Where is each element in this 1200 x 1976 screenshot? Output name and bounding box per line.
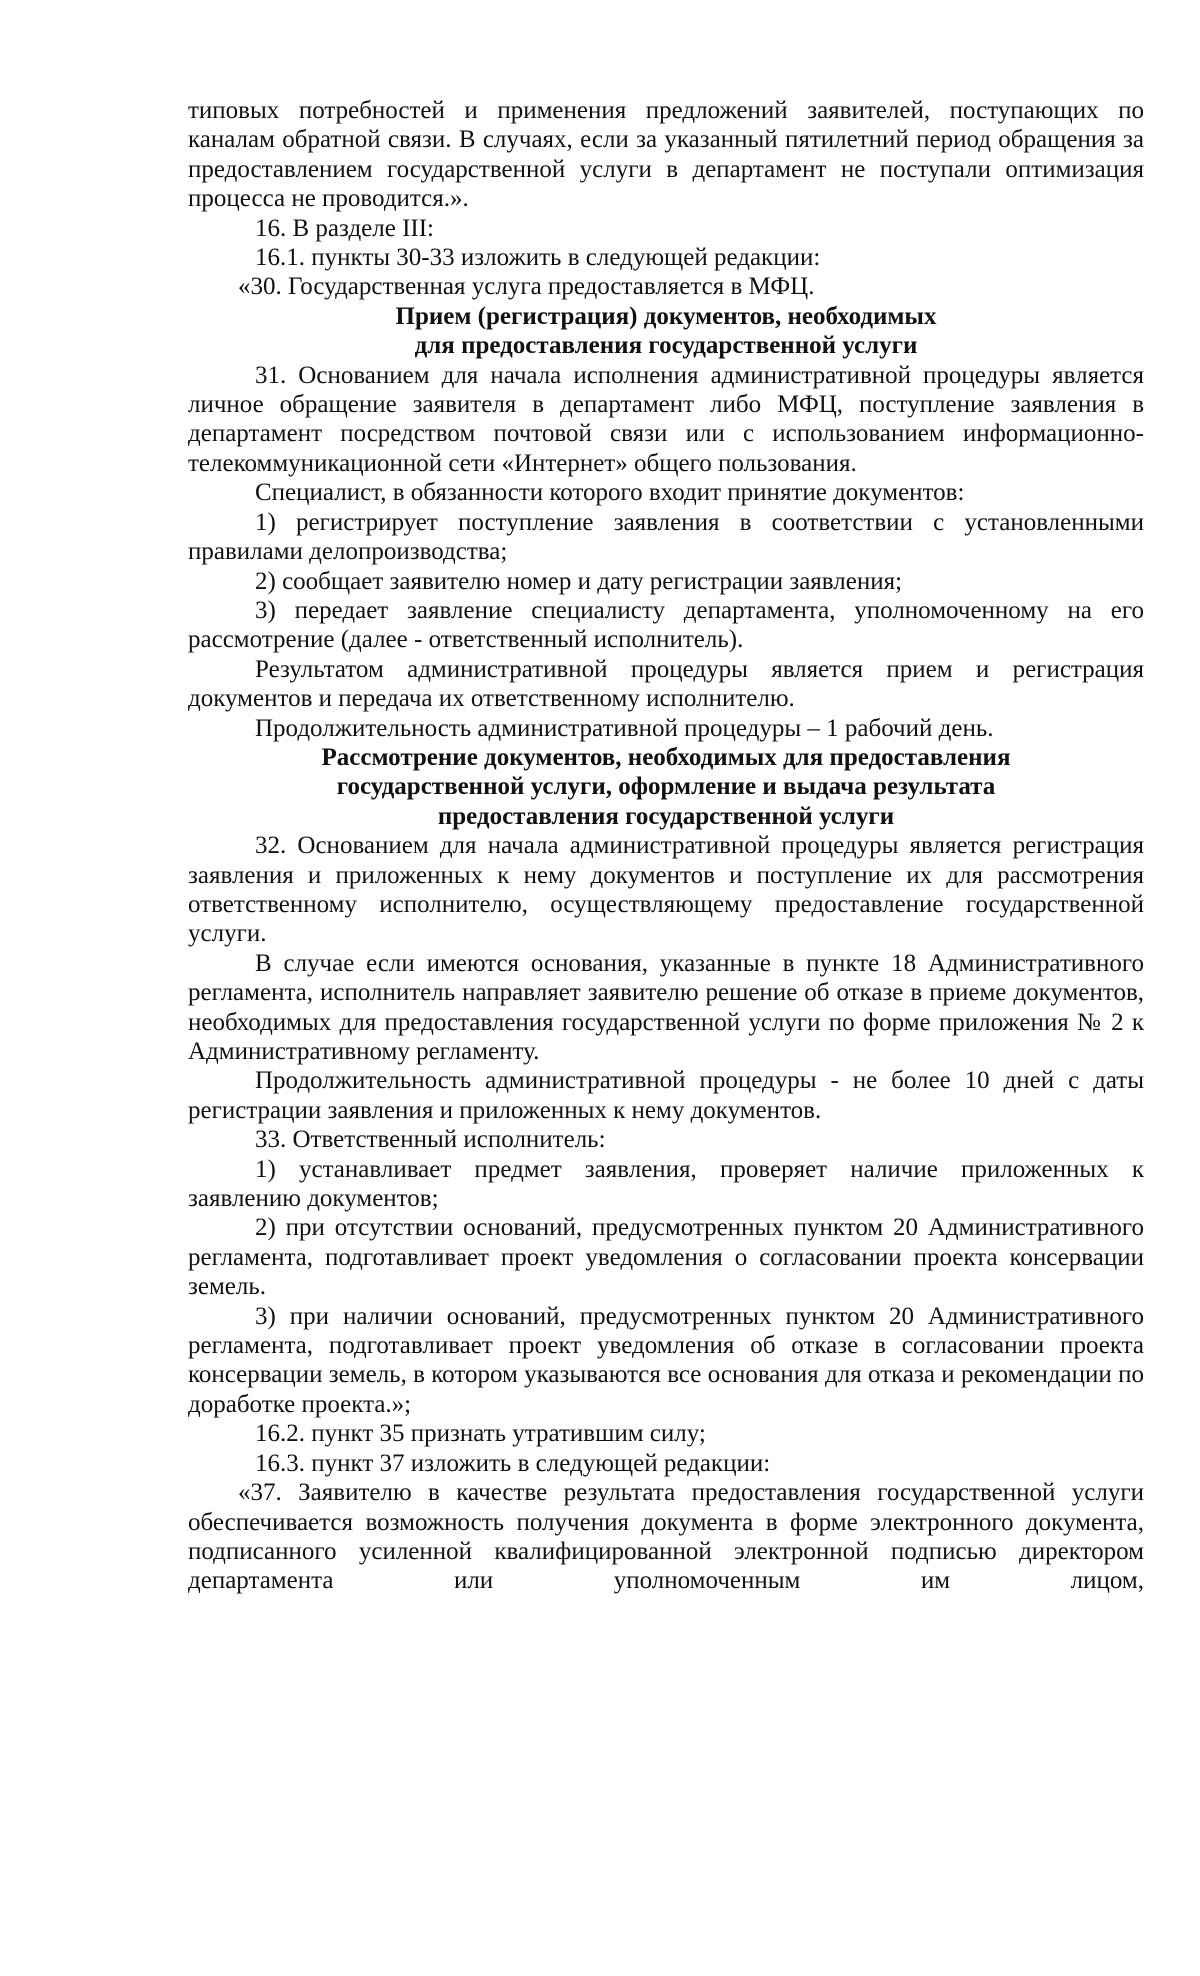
body-paragraph: «37. Заявителю в качестве результата предоставления государственной услуги обеспечивается возможность получения документа в форме электронного документа, подписанного усиленной квалифицированной электронной подписью директором департамента или уполномоченным им лицом, — [188, 1479, 1144, 1595]
body-paragraph: 2) при отсутствии оснований, предусмотренных пунктом 20 Административного регламента, подготавливает проект уведомления о согласовании проекта консервации земель. — [188, 1214, 1144, 1301]
body-paragraph: 16. В разделе III: — [255, 214, 435, 242]
section-heading-line: предоставления государственной услуги — [437, 802, 895, 830]
section-heading-line: для предоставления государственной услуги — [414, 332, 918, 360]
body-paragraph: Продолжительность административной процедуры - не более 10 дней с даты регистрации заявления и приложенных к нему документов. — [188, 1067, 1144, 1124]
body-paragraph: 33. Ответственный исполнитель: — [255, 1126, 606, 1154]
body-paragraph: типовых потребностей и применения предложений заявителей, поступающих по каналам обратной связи. В случаях, если за указанный пятилетний период обращения за предоставлением государственной услуги в департамент не поступали оптимизация процесса не проводится.». — [188, 97, 1144, 213]
body-paragraph: 3) передает заявление специалисту департамента, уполномоченному на его рассмотрение (далее - ответственный исполнитель). — [188, 596, 1144, 654]
body-paragraph: 31. Основанием для начала исполнения административной процедуры является личное обращение заявителя в департамент либо МФЦ, поступление заявления в департамент посредством почтовой связи или с использованием информационно-телекоммуникационной сети «Интернет» общего пользования. — [188, 361, 1144, 477]
section-heading — [188, 302, 1144, 361]
body-paragraph: Продолжительность административной процедуры – 1 рабочий день. — [255, 714, 994, 742]
body-paragraph: В случае если имеются основания, указанные в пункте 18 Административного регламента, исполнитель направляет заявителю решение об отказе в приеме документов, необходимых для предоставления государственной услуги по форме приложения № 2 к Административному регламенту. — [188, 949, 1144, 1065]
body-paragraph: 16.1. пункты 30-33 изложить в следующей редакции: — [255, 244, 821, 272]
section-heading-line: государственной услуги, оформление и выдача результата — [336, 773, 996, 801]
body-paragraph: 1) устанавливает предмет заявления, проверяет наличие приложенных к заявлению документов; — [188, 1155, 1144, 1213]
section-heading-line: Рассмотрение документов, необходимых для предоставления — [321, 743, 1011, 771]
section-heading — [188, 743, 1144, 831]
body-paragraph: «30. Государственная услуга предоставляется в МФЦ. — [238, 273, 815, 301]
section-heading-line: Прием (регистрация) документов, необходимых — [395, 302, 937, 330]
body-paragraph: 1) регистрирует поступление заявления в соответствии с установленными правилами делопроизводства; — [188, 508, 1144, 566]
body-paragraph: Специалист, в обязанности которого входит принятие документов: — [255, 479, 965, 507]
body-paragraph: 2) сообщает заявителю номер и дату регистрации заявления; — [255, 567, 903, 595]
body-paragraph: 16.2. пункт 35 признать утратившим силу; — [255, 1420, 706, 1448]
body-paragraph: 32. Основанием для начала административной процедуры является регистрация заявления и приложенных к нему документов и поступление их для рассмотрения ответственному исполнителю, осуществляющему предоставление государственной услуги. — [188, 832, 1144, 948]
body-paragraph: 16.3. пункт 37 изложить в следующей редакции: — [255, 1449, 771, 1477]
body-paragraph: 3) при наличии оснований, предусмотренных пунктом 20 Административного регламента, подготавливает проект уведомления об отказе в согласовании проекта консервации земель, в котором указываются все основания для отказа и рекомендации по доработке проекта.»; — [188, 1302, 1144, 1418]
body-paragraph: Результатом административной процедуры является прием и регистрация документов и передача их ответственному исполнителю. — [188, 655, 1144, 713]
